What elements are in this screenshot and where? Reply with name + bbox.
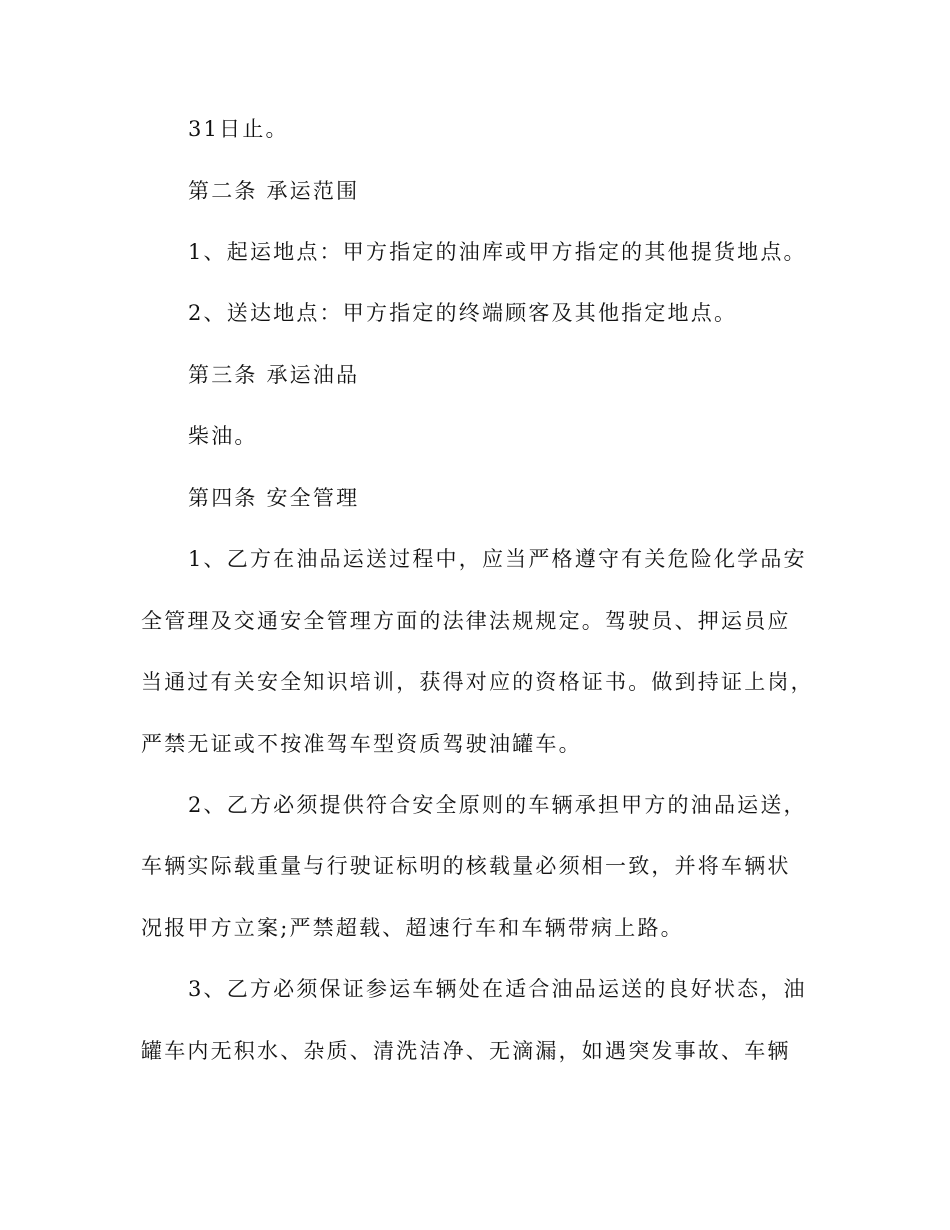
paragraph-1-line-4: 严禁无证或不按准驾车型资质驾驶油罐车。 xyxy=(141,732,582,756)
heading-article-3: 第三条 承运油品 xyxy=(188,363,360,387)
paragraph-2-line-1: 2、乙方必须提供符合安全原则的车辆承担甲方的油品运送， xyxy=(188,793,807,817)
text-line-origin: 1、起运地点：甲方指定的油库或甲方指定的其他提货地点。 xyxy=(188,240,807,264)
paragraph-1-line-2: 全管理及交通安全管理方面的法律法规规定。驾驶员、押运员应 xyxy=(141,609,791,633)
paragraph-3-line-1: 3、乙方必须保证参运车辆处在适合油品运送的良好状态，油 xyxy=(188,977,807,1001)
paragraph-1-line-3: 当通过有关安全知识培训，获得对应的资格证书。做到持证上岗， xyxy=(141,670,814,694)
text-line-destination: 2、送达地点：甲方指定的终端顾客及其他指定地点。 xyxy=(188,301,738,325)
text-line-contract-term-end: 31日止。 xyxy=(188,117,289,141)
paragraph-3-line-2: 罐车内无积水、杂质、清洗洁净、无滴漏，如遇突发事故、车辆 xyxy=(141,1039,791,1063)
paragraph-1-line-1: 1、乙方在油品运送过程中，应当严格遵守有关危险化学品安 xyxy=(188,547,807,571)
paragraph-2-line-3: 况报甲方立案;严禁超载、超速行车和车辆带病上路。 xyxy=(141,916,684,940)
heading-article-2: 第二条 承运范围 xyxy=(188,179,360,203)
heading-article-4: 第四条 安全管理 xyxy=(188,486,360,510)
paragraph-2-line-2: 车辆实际载重量与行驶证标明的核载量必须相一致，并将车辆状 xyxy=(141,854,791,878)
text-line-product: 柴油。 xyxy=(188,424,258,448)
